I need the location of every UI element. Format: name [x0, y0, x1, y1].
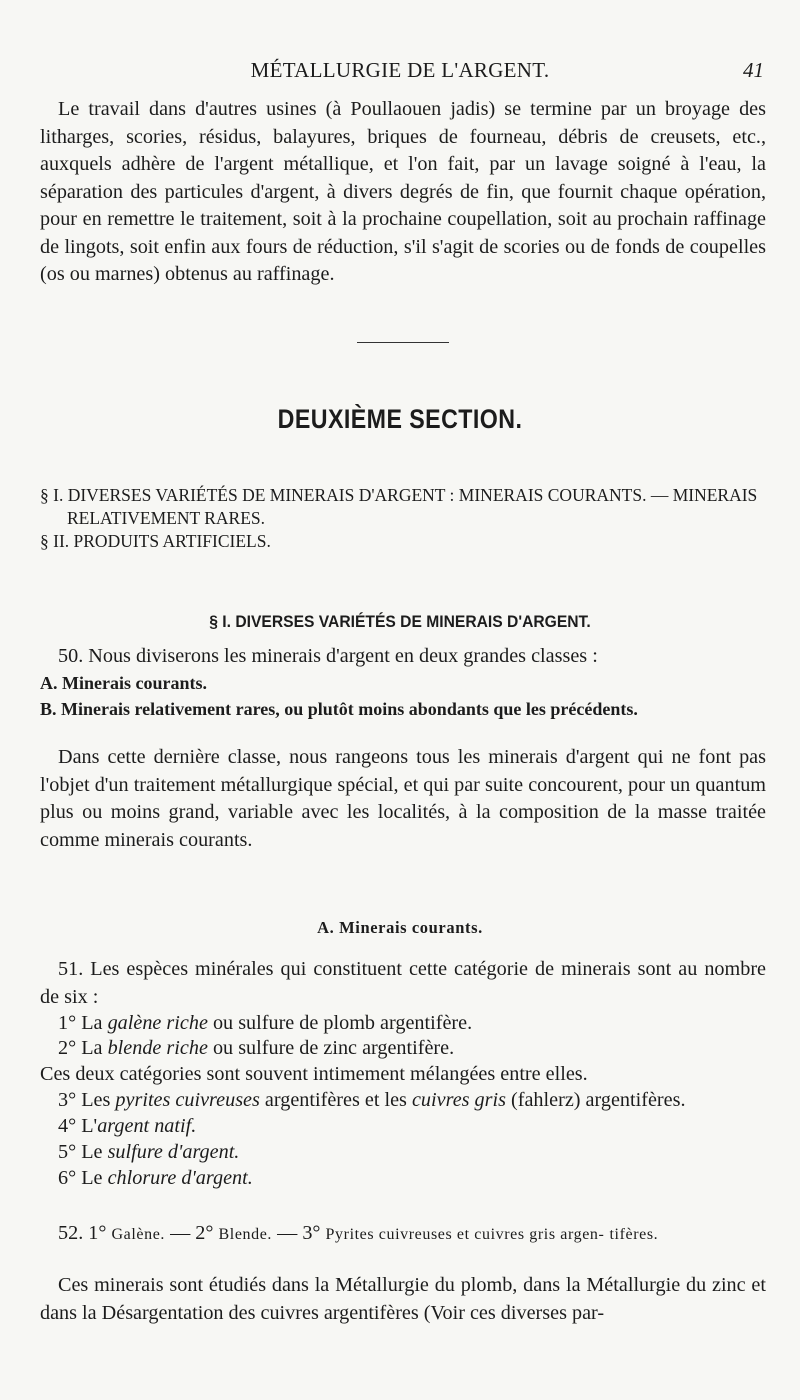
species-item-6 [58, 1165, 766, 1192]
para-52-dash-2: — [277, 1222, 298, 1244]
section-title: DEUXIÈME SECTION. [277, 404, 523, 434]
paragraph-52-text: Ces minerais sont étudiés dans la Métallurgie du plomb, dans la Métallurgie du zinc et dans la Désargentation des cuivres argentifères (Voir ces diverses par- [40, 1274, 766, 1324]
species-4-name: argent natif. [97, 1115, 197, 1137]
species-2-num: 2° [58, 1037, 77, 1059]
species-4-pre: L' [81, 1115, 98, 1137]
species-3-mid: argentifères et les [259, 1089, 412, 1111]
section-divider [357, 342, 449, 343]
class-b-label: B. Minerais relativement rares, ou plutôt moins abondants que les précédents. [40, 699, 638, 719]
species-item-2 [58, 1035, 766, 1062]
paragraph-51: 51. Les espèces minérales qui constituent cette catégorie de minerais sont au nombre de six : [40, 958, 766, 1008]
species-2-pre: La [81, 1037, 108, 1059]
paragraph-52-heading [40, 1221, 766, 1247]
species-1-pre: La [81, 1012, 108, 1034]
para-52-blende: Blende. [218, 1226, 273, 1243]
species-6-name: chlorure d'argent. [107, 1167, 253, 1189]
para-52-galene: Galène. [111, 1226, 166, 1243]
species-3-name: pyrites cuivreuses [115, 1089, 260, 1111]
species-3-num: 3° [58, 1089, 77, 1111]
intro-paragraph: Le travail dans d'autres usines (à Poullaouen jadis) se termine par un broyage des litharges, scories, résidus, balayures, briques de fourneau, débris de creusets, etc., auxquels adhère de l'argent métallique, et l'on fait, par un lavage soigné à l'eau, la séparation des particules d'argent, à divers degrés de fin, que fournit chaque opération, pour en remettre le traitement, soit à la prochaine coupellation, soit au prochain raffinage de lingots, soit enfin aux fours de réduction, s'il s'agit de scories ou de fonds de coupelles (os ou marnes) obtenus au raffinage. [40, 98, 766, 285]
para-52-pyrites: Pyrites cuivreuses et cuivres gris argen- [325, 1226, 605, 1243]
species-5-pre: Le [81, 1141, 108, 1163]
species-4-num: 4° [58, 1115, 77, 1137]
running-head [0, 58, 800, 88]
species-3-name2: cuivres gris [411, 1089, 506, 1111]
species-3-desc: (fahlerz) argentifères. [505, 1089, 686, 1111]
species-5-num: 5° [58, 1141, 77, 1163]
subsection-title: § I. DIVERSES VARIÉTÉS DE MINERAIS D'ARGENT. [209, 612, 591, 631]
species-1-num: 1° [58, 1012, 77, 1034]
para-52-number: 52. [58, 1222, 84, 1244]
species-6-pre: Le [81, 1167, 108, 1189]
species-item-1 [58, 1010, 766, 1037]
para-52-item-3-num: 3° [302, 1222, 321, 1244]
species-item-5 [58, 1139, 766, 1166]
para-52-dash-1: — [170, 1222, 191, 1244]
species-2-desc: ou sulfure de zinc argentifère. [207, 1037, 455, 1059]
heading-minerais-courants: A. Minerais courants. [317, 918, 483, 937]
contents-item-2: § II. PRODUITS ARTIFICIELS. [40, 531, 271, 551]
species-3-pre: Les [81, 1089, 116, 1111]
species-item-3 [58, 1087, 766, 1114]
page-number: 41 [743, 58, 764, 82]
mixed-note: Ces deux catégories sont souvent intimement mélangées entre elles. [40, 1063, 588, 1085]
running-title: MÉTALLURGIE DE L'ARGENT. [250, 58, 550, 82]
contents-item-1: § I. DIVERSES VARIÉTÉS DE MINERAIS D'ARGENT : MINERAIS COURANTS. — MINERAIS [40, 485, 758, 505]
species-2-name: blende riche [107, 1037, 208, 1059]
species-1-name: galène riche [107, 1012, 208, 1034]
species-item-4 [58, 1113, 766, 1140]
species-1-desc: ou sulfure de plomb argentifère. [207, 1012, 473, 1034]
para-52-pyrites-end: tifères. [609, 1226, 659, 1243]
section-contents [40, 484, 766, 553]
paragraph-50-continued: Dans cette dernière classe, nous rangeons tous les minerais d'argent qui ne font pas l'objet d'un traitement métallurgique spécial, et qui par suite concourent, pour un quantum plus ou moins grand, variable avec les localités, à la composition de la masse traitée comme minerais courants. [40, 746, 766, 851]
para-52-item-2-num: 2° [195, 1222, 214, 1244]
para-52-item-1-num: 1° [88, 1222, 107, 1244]
paragraph-50: 50. Nous diviserons les minerais d'argent en deux grandes classes : [58, 645, 598, 667]
contents-item-1-cont: RELATIVEMENT RARES. [67, 508, 266, 528]
species-5-name: sulfure d'argent. [107, 1141, 240, 1163]
class-a-label: A. Minerais courants. [40, 673, 207, 693]
species-6-num: 6° [58, 1167, 77, 1189]
